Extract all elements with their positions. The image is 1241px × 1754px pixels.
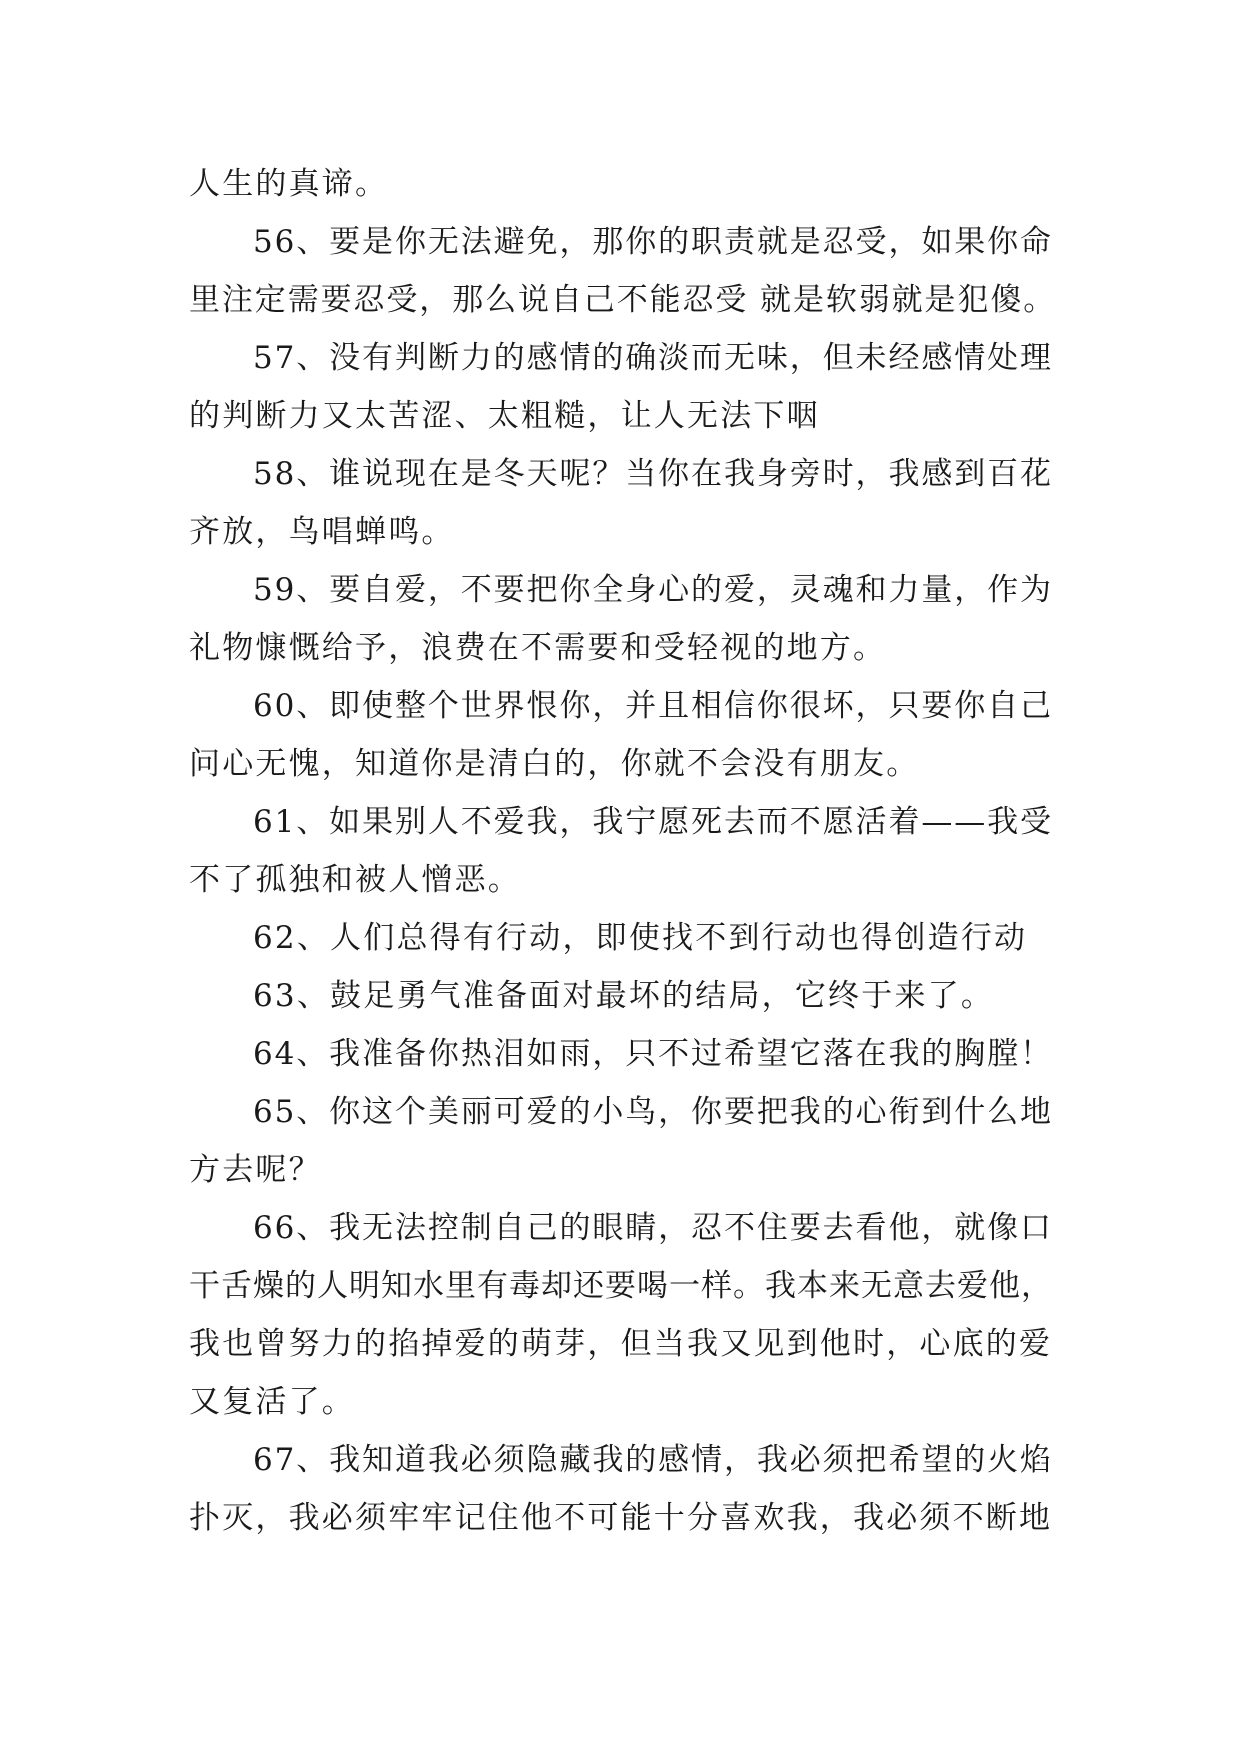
text-line: 我也曾努力的掐掉爱的萌芽，但当我又见到他时，心底的爱 <box>189 1326 1053 1362</box>
text-line: 问心无愧，知道你是清白的，你就不会没有朋友。 <box>189 746 920 782</box>
text-line: 礼物慷慨给予，浪费在不需要和受轻视的地方。 <box>189 630 887 666</box>
paragraph-start-line: 66、我无法控制自己的眼睛，忍不住要去看他，就像口 <box>253 1210 1053 1246</box>
text-line: 扑灭，我必须牢牢记住他不可能十分喜欢我，我必须不断地 <box>189 1500 1053 1536</box>
text-line: 方去呢？ <box>189 1152 322 1188</box>
text-line: 里注定需要忍受，那么说自己不能忍受 就是软弱就是犯傻。 <box>189 282 1057 318</box>
text-line: 又复活了。 <box>189 1384 355 1420</box>
paragraph-start-line: 62、人们总得有行动，即使找不到行动也得创造行动 <box>253 920 1028 956</box>
paragraph-start-line: 56、要是你无法避免，那你的职责就是忍受，如果你命 <box>253 224 1053 260</box>
paragraph-start-line: 57、没有判断力的感情的确淡而无味，但未经感情处理 <box>253 340 1053 376</box>
text-line: 的判断力又太苦涩、太粗糙，让人无法下咽 <box>189 398 820 434</box>
text-line: 齐放，鸟唱蝉鸣。 <box>189 514 455 550</box>
paragraph-start-line: 67、我知道我必须隐藏我的感情，我必须把希望的火焰 <box>253 1442 1053 1478</box>
paragraph-start-line: 59、要自爱，不要把你全身心的爱，灵魂和力量，作为 <box>253 572 1053 608</box>
paragraph-start-line: 58、谁说现在是冬天呢？当你在我身旁时，我感到百花 <box>253 456 1053 492</box>
text-line: 人生的真谛。 <box>189 166 389 202</box>
paragraph-start-line: 65、你这个美丽可爱的小鸟，你要把我的心衔到什么地 <box>253 1094 1053 1130</box>
paragraph-start-line: 64、我准备你热泪如雨，只不过希望它落在我的胸膛！ <box>253 1036 1053 1072</box>
text-line: 不了孤独和被人憎恶。 <box>189 862 521 898</box>
paragraph-start-line: 63、鼓足勇气准备面对最坏的结局，它终于来了。 <box>253 978 995 1014</box>
body-text <box>189 155 1059 1547</box>
paragraph-start-line: 61、如果别人不爱我，我宁愿死去而不愿活着——我受 <box>253 804 1053 840</box>
paragraph-start-line: 60、即使整个世界恨你，并且相信你很坏，只要你自己 <box>253 688 1053 724</box>
text-line: 干舌燥的人明知水里有毒却还要喝一样。我本来无意去爱他， <box>189 1268 1053 1304</box>
